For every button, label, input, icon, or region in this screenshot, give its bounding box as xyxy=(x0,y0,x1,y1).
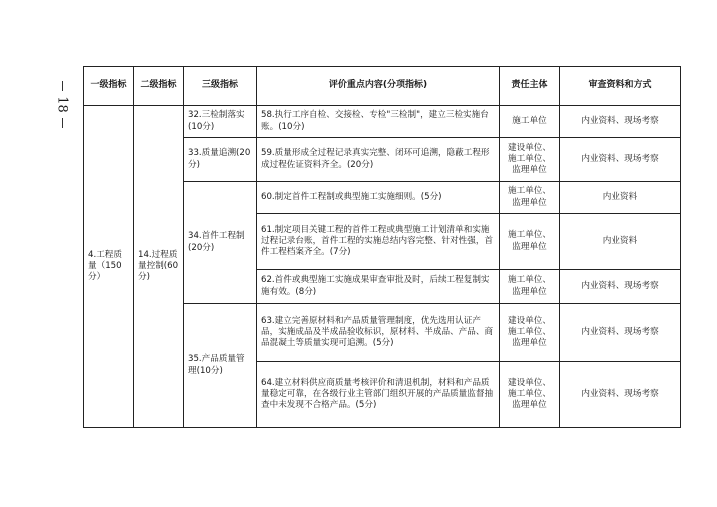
header-content: 评价重点内容(分项指标) xyxy=(257,67,500,106)
page-number-dash-top xyxy=(62,81,63,91)
level3-cell: 34.首件工程制(20分) xyxy=(184,182,257,304)
table-row xyxy=(84,106,681,138)
content-cell: 63.建立完善原材料和产品质量管理制度，优先选用认证产品，实施成品及半成品验收标识，原材料、半成品、产品、商品混凝土等质量实现可追溯。(5分) xyxy=(257,304,500,362)
header-level3: 三级指标 xyxy=(184,67,257,106)
header-responsible: 责任主体 xyxy=(500,67,560,106)
level2-cell: 14.过程质量控制(60分) xyxy=(134,106,184,428)
review-cell: 内业资料、现场考察 xyxy=(560,304,681,362)
review-cell: 内业资料、现场考察 xyxy=(560,138,681,182)
header-level1: 一级指标 xyxy=(84,67,134,106)
page-number-dash-bottom xyxy=(62,118,63,128)
review-cell: 内业资料 xyxy=(560,182,681,214)
review-cell: 内业资料 xyxy=(560,214,681,270)
responsible-cell: 建设单位、施工单位、监理单位 xyxy=(500,362,560,428)
content-cell: 58.执行工序自检、交接检、专检"三检制"，建立三检实施台账。(10分) xyxy=(257,106,500,138)
table-header-row xyxy=(84,67,681,106)
responsible-cell: 施工单位、监理单位 xyxy=(500,182,560,214)
responsible-cell: 建设单位、施工单位、监理单位 xyxy=(500,304,560,362)
content-cell: 60.制定首件工程制或典型施工实施细则。(5分) xyxy=(257,182,500,214)
page-number-text: 18 xyxy=(54,96,70,113)
level3-cell: 35.产品质量管理(10分) xyxy=(184,304,257,428)
content-cell: 59.质量形成全过程记录真实完整、闭环可追溯，隐蔽工程形成过程佐证资料齐全。(20分) xyxy=(257,138,500,182)
page-number xyxy=(52,78,72,131)
review-cell: 内业资料、现场考察 xyxy=(560,270,681,304)
header-level2: 二级指标 xyxy=(134,67,184,106)
responsible-cell: 施工单位 xyxy=(500,106,560,138)
content-cell: 61.制定项目关键工程的首件工程或典型施工计划清单和实施过程记录台账，首件工程的实施总结内容完整、针对性强，首件工程档案齐全。(7分) xyxy=(257,214,500,270)
review-cell: 内业资料、现场考察 xyxy=(560,362,681,428)
assessment-table xyxy=(83,66,681,428)
responsible-cell: 建设单位、施工单位、监理单位 xyxy=(500,138,560,182)
responsible-cell: 施工单位、监理单位 xyxy=(500,214,560,270)
level3-cell: 33.质量追溯(20分) xyxy=(184,138,257,182)
level1-cell: 4.工程质量（150分） xyxy=(84,106,134,428)
header-review: 审查资料和方式 xyxy=(560,67,681,106)
level3-cell: 32.三检制落实(10分) xyxy=(184,106,257,138)
review-cell: 内业资料、现场考察 xyxy=(560,106,681,138)
content-cell: 64.建立材料供应商质量考核评价和清退机制，材料和产品质量稳定可靠，在各级行业主管部门组织开展的产品质量监督抽查中未发现不合格产品。(5分) xyxy=(257,362,500,428)
responsible-cell: 施工单位、监理单位 xyxy=(500,270,560,304)
content-cell: 62.首件或典型施工实施成果审查审批及时，后续工程复制实施有效。(8分) xyxy=(257,270,500,304)
